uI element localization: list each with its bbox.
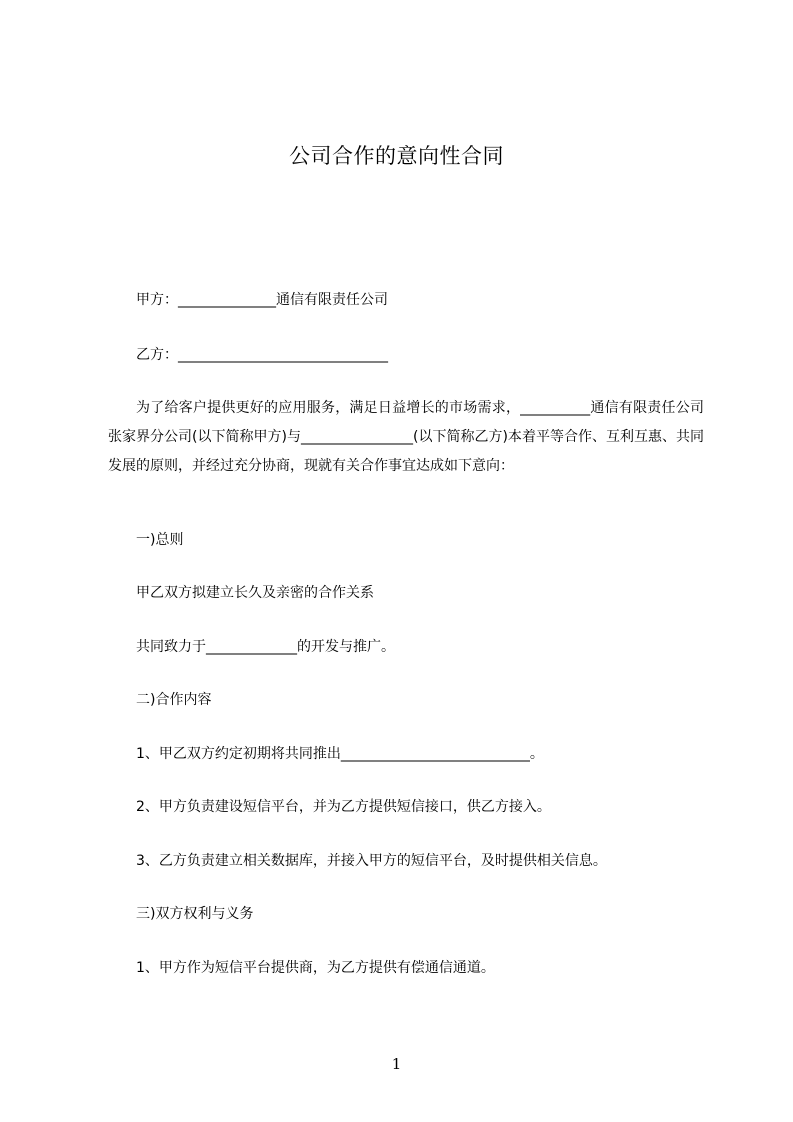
section-3-item-1: 1、甲方作为短信平台提供商，为乙方提供有偿通信通道。: [136, 960, 495, 976]
intro-paragraph: 为了给客户提供更好的应用服务，满足日益增长的市场需求，__________通信有限责任公司张家界分公司(以下简称甲方)与________________(以下简称乙方)本着平等合作、互利互惠、共同发展的原则，并经过充分协商，现就有关合作事宜达成如下意向：: [108, 400, 704, 474]
section-2-heading: 二)合作内容: [136, 692, 212, 708]
section-1-line-1: 甲乙双方拟建立长久及亲密的合作关系: [136, 585, 374, 601]
page-number: 1: [391, 1055, 402, 1073]
section-2-item-2: 2、甲方负责建设短信平台，并为乙方提供短信接口，供乙方接入。: [136, 799, 551, 815]
party-a-line: 甲方：______________通信有限责任公司: [136, 292, 388, 308]
section-1-line-2: 共同致力于_____________的开发与推广。: [136, 639, 395, 655]
party-b-line: 乙方：______________________________: [136, 347, 388, 363]
section-2-item-1: 1、甲乙双方约定初期将共同推出___________________________。: [136, 746, 544, 762]
section-2-item-3: 3、乙方负责建立相关数据库，并接入甲方的短信平台，及时提供相关信息。: [136, 853, 607, 869]
section-3-heading: 三)双方权利与义务: [136, 906, 254, 922]
section-1-heading: 一)总则: [136, 532, 184, 548]
document-title: 公司合作的意向性合同: [289, 144, 504, 168]
